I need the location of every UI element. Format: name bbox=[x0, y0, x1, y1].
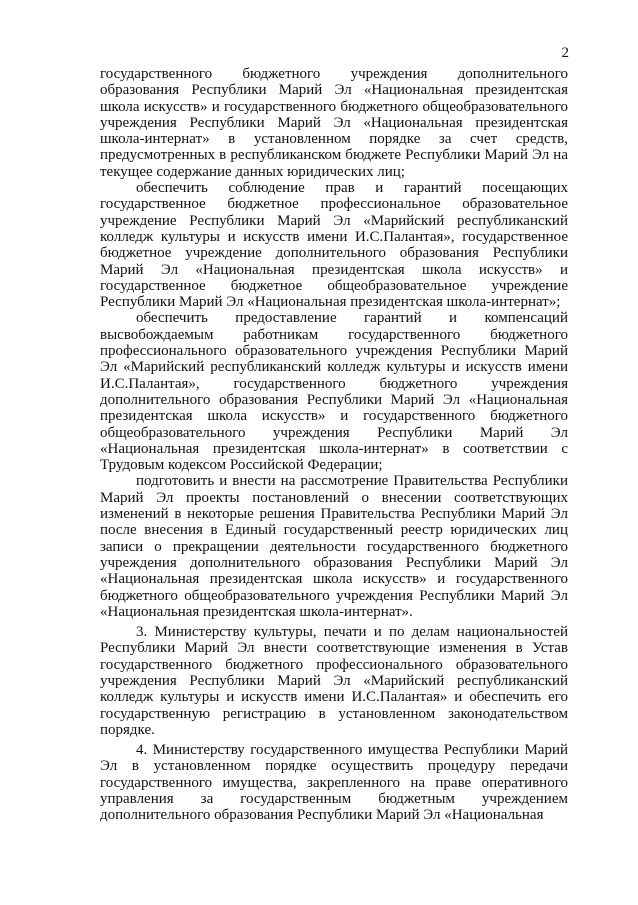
page-number: 2 bbox=[561, 45, 569, 61]
paragraph-compensation: обеспечить предоставление гарантий и компенсаций высвобождаемым работникам государственного бюджетного профессионального образовательного учреждения Республики Марий Эл «Марийский республиканский колледж культуры и искусств имени И.С.Палантая», государственного бюджетного учреждения дополнительного образования Республики Марий Эл «Национальная президентская школа искусств» и государственного бюджетного общеобразовательного учреждения Республики Марий Эл «Национальная президентская школа-интернат» в соответствии с Трудовым кодексом Российской Федерации; bbox=[100, 310, 568, 474]
paragraph-continuation: государственного бюджетного учреждения дополнительного образования Республики Марий Эл «Национальная президентская школа искусств» и государственного бюджетного общеобразовательного учреждения Республики Марий Эл «Национальная президентская школа-интернат» в установленном порядке за счет средств, предусмотренных в республиканском бюджете Республики Марий Эл на текущее содержание данных юридических лиц; bbox=[100, 66, 568, 180]
paragraph-draft-resolutions: подготовить и внести на рассмотрение Правительства Республики Марий Эл проекты постановлений о внесении соответствующих изменений в некоторые решения Правительства Республики Марий Эл после внесения в Единый государственный реестр юридических лиц записи о прекращении деятельности государственного бюджетного учреждения дополнительного образования Республики Марий Эл «Национальная президентская школа искусств» и государственного бюджетного общеобразовательного учреждения Республики Марий Эл «Национальная президентская школа-интернат». bbox=[100, 473, 568, 620]
paragraph-item-3: 3. Министерству культуры, печати и по делам национальностей Республики Марий Эл внести соответствующие изменения в Устав государственного бюджетного профессионального образовательного учреждения Республики Марий Эл «Марийский республиканский колледж культуры и искусств имени И.С.Палантая» и обеспечить его государственную регистрацию в установленном законодательством порядке. bbox=[100, 624, 568, 738]
paragraph-rights-guarantees: обеспечить соблюдение прав и гарантий посещающих государственное бюджетное профессиональное образовательное учреждение Республики Марий Эл «Марийский республиканский колледж культуры и искусств имени И.С.Палантая», государственное бюджетное учреждение дополнительного образования Республики Марий Эл «Национальная президентская школа искусств» и государственное бюджетное общеобразовательное учреждение Республики Марий Эл «Национальная президентская школа-интернат»; bbox=[100, 180, 568, 311]
document-body bbox=[100, 66, 568, 824]
paragraph-item-4: 4. Министерству государственного имущества Республики Марий Эл в установленном порядке осуществить процедуру передачи государственного имущества, закрепленного на праве оперативного управления за государственным бюджетным учреждением дополнительного образования Республики Марий Эл «Национальная bbox=[100, 742, 568, 824]
